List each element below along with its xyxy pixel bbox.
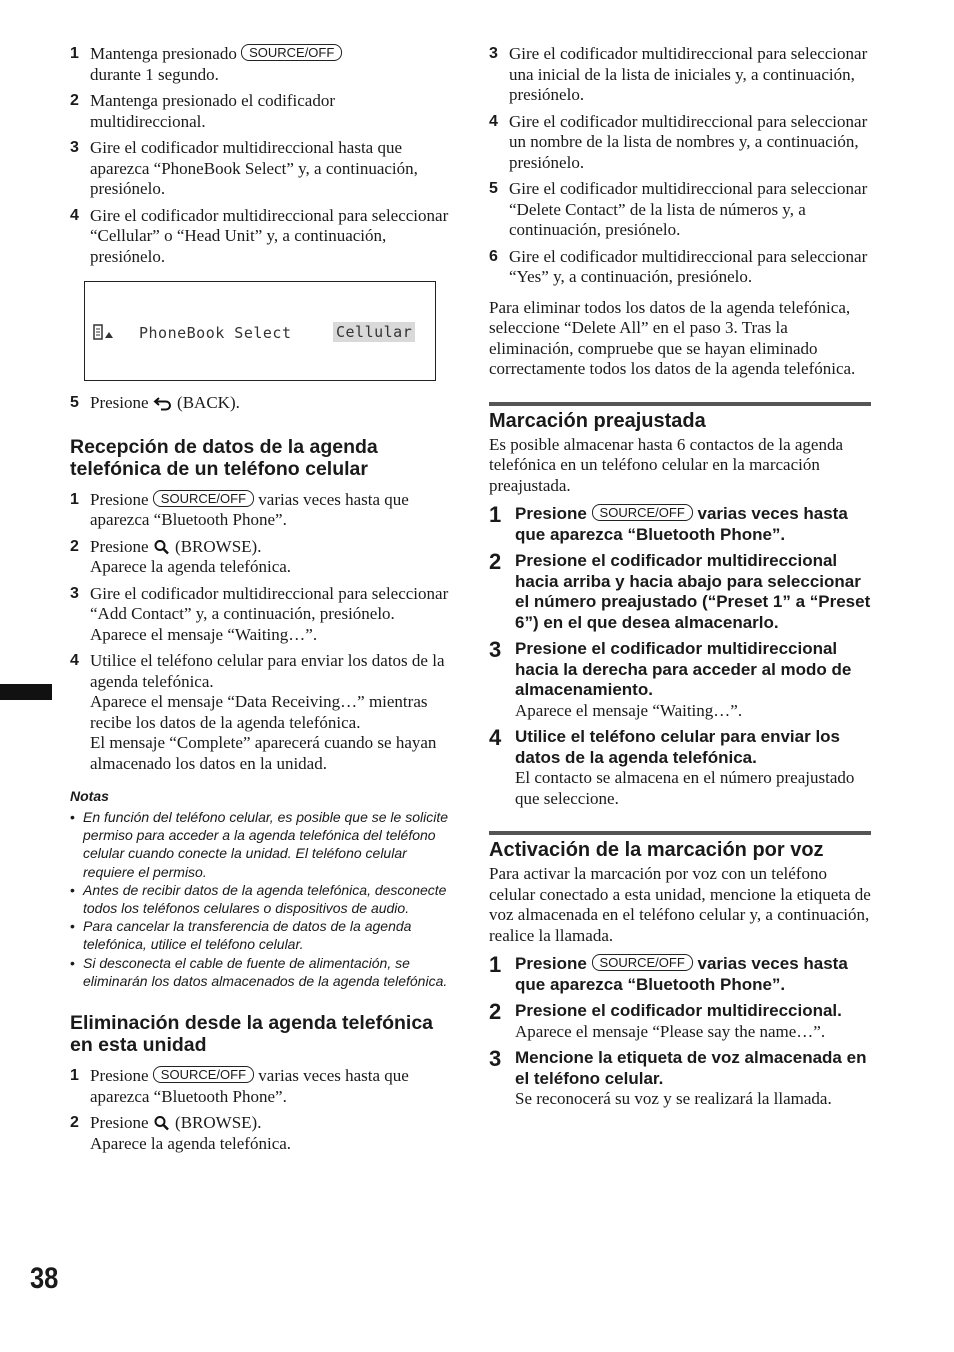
step-number: 3 bbox=[70, 584, 79, 602]
back-icon bbox=[153, 395, 173, 411]
step-text-continued: varias veces hasta que aparezca “Bluetooth Phone”. bbox=[515, 504, 848, 544]
source-off-button-label: SOURCE/OFF bbox=[153, 490, 254, 507]
receive-step-1 bbox=[70, 490, 450, 531]
section-heading-voice: Activación de la marcación por voz bbox=[489, 831, 871, 862]
step-text: Gire el codificador multidireccional para seleccionar un nombre de la lista de nombres y, a continuación, presiónelo. bbox=[509, 111, 868, 172]
step-text-continued: varias veces hasta que aparezca “Bluetooth Phone”. bbox=[90, 1066, 409, 1106]
step-text: Mencione la etiqueta de voz almacenada en el teléfono celular. bbox=[515, 1048, 867, 1088]
step-3 bbox=[70, 138, 450, 200]
note-item: • Si desconecta el cable de fuente de alimentación, se eliminarán los datos almacenados de la agenda telefónica. bbox=[70, 954, 450, 990]
step-number: 1 bbox=[70, 1067, 79, 1085]
step-5-back bbox=[70, 393, 450, 414]
step-number: 3 bbox=[489, 637, 502, 662]
section-heading-preset: Marcación preajustada bbox=[489, 402, 871, 433]
step-number: 2 bbox=[70, 537, 79, 555]
delete-all-paragraph: Para eliminar todos los datos de la agenda telefónica, seleccione “Delete All” en el paso 3. Tras la eliminación, compruebe que se hayan eliminado correctamente todos los datos de la agenda telefónica. bbox=[489, 297, 856, 378]
preset-intro: Es posible almacenar hasta 6 contactos de la agenda telefónica en un teléfono celular en la marcación preajustada. bbox=[489, 434, 844, 495]
step-result: Aparece la agenda telefónica. bbox=[90, 1133, 292, 1153]
step-number: 4 bbox=[489, 725, 502, 750]
left-column bbox=[70, 44, 450, 1160]
voice-step-1 bbox=[489, 954, 871, 995]
voice-intro: Para activar la marcación por voz con un teléfono celular conectado a esta unidad, mencione la etiqueta de voz almacenada en el teléfono celular y, a continuación, realice la llamada. bbox=[489, 864, 871, 945]
step-text: Gire el codificador multidireccional para seleccionar “Delete Contact” de la lista de números y, a continuación, presiónelo. bbox=[509, 179, 868, 239]
display-label: PhoneBook Select bbox=[139, 324, 292, 342]
search-icon bbox=[153, 1115, 171, 1131]
phonebook-icon bbox=[93, 324, 115, 342]
note-item: • Antes de recibir datos de la agenda telefónica, desconecte todos los teléfonos celulares o dispositivos de audio. bbox=[70, 881, 450, 917]
step-number: 5 bbox=[70, 394, 79, 411]
step-number: 1 bbox=[489, 502, 502, 527]
display-value: Cellular bbox=[333, 322, 415, 342]
step-text: Mantenga presionado bbox=[90, 44, 237, 63]
receive-step-3 bbox=[70, 584, 450, 646]
step-2 bbox=[70, 91, 450, 132]
step-5 bbox=[489, 179, 871, 241]
notes-title: Notas bbox=[70, 788, 109, 804]
delete-step-1 bbox=[70, 1066, 450, 1107]
step-text-continued: (BROWSE). bbox=[175, 536, 262, 556]
step-4 bbox=[489, 112, 871, 174]
step-number: 5 bbox=[489, 180, 498, 197]
step-text: Presione bbox=[90, 489, 149, 509]
step-text: Utilice el teléfono celular para enviar los datos de la agenda telefónica. bbox=[515, 727, 841, 767]
section-heading-receive: Recepción de datos de la agenda telefónica de un teléfono celular bbox=[70, 435, 378, 480]
step-text: Gire el codificador multidireccional para seleccionar “Add Contact” y, a continuación, presiónelo. bbox=[90, 583, 449, 623]
step-6 bbox=[489, 247, 871, 288]
preset-step-4 bbox=[489, 727, 871, 809]
step-number: 4 bbox=[70, 652, 79, 669]
step-text: Presione el codificador multidireccional hacia la derecha para acceder al modo de almacenamiento. bbox=[515, 639, 852, 699]
step-text-continued: varias veces hasta que aparezca “Bluetooth Phone”. bbox=[515, 954, 848, 994]
step-text: Presione bbox=[90, 393, 149, 412]
step-text-continued: varias veces hasta que aparezca “Bluetooth Phone”. bbox=[90, 489, 409, 529]
section-heading-delete: Eliminación desde la agenda telefónica en esta unidad bbox=[70, 1012, 434, 1057]
note-item: • En función del teléfono celular, es posible que se le solicite permiso para acceder a la agenda telefónica del teléfono celular cuando conecte la unidad. El teléfono celular requiere el permiso. bbox=[70, 808, 450, 881]
step-text: Mantenga presionado el codificador multidireccional. bbox=[90, 91, 335, 131]
source-off-button-label: SOURCE/OFF bbox=[241, 44, 342, 61]
step-result: Aparece el mensaje “Data Receiving…” mientras recibe los datos de la agenda telefónica. bbox=[90, 692, 428, 732]
step-text-continued: (BACK). bbox=[177, 393, 240, 412]
step-result: Se reconocerá su voz y se realizará la llamada. bbox=[515, 1089, 832, 1108]
step-number: 1 bbox=[70, 490, 79, 508]
note-item: • Para cancelar la transferencia de datos de la agenda telefónica, utilice el teléfono celular. bbox=[70, 917, 450, 953]
step-number: 2 bbox=[70, 1114, 79, 1132]
step-result: Aparece el mensaje “Waiting…”. bbox=[515, 700, 743, 720]
preset-step-3 bbox=[489, 639, 871, 721]
step-4 bbox=[70, 206, 450, 268]
right-column bbox=[489, 44, 871, 1116]
source-off-button-label: SOURCE/OFF bbox=[592, 504, 693, 521]
step-number: 2 bbox=[489, 999, 502, 1024]
step-3 bbox=[489, 44, 871, 106]
step-number: 3 bbox=[489, 45, 498, 62]
receive-step-4 bbox=[70, 651, 450, 774]
receive-step-2 bbox=[70, 537, 450, 578]
step-number: 6 bbox=[489, 247, 498, 265]
step-number: 4 bbox=[489, 112, 498, 130]
step-text: Presione bbox=[90, 1066, 149, 1086]
step-number: 3 bbox=[489, 1046, 502, 1071]
chapter-tab-marker bbox=[0, 684, 52, 700]
preset-step-1 bbox=[489, 504, 871, 545]
step-text: Presione el codificador multidireccional. bbox=[515, 1001, 842, 1020]
step-text: Presione bbox=[515, 504, 587, 523]
step-number: 1 bbox=[70, 45, 79, 62]
source-off-button-label: SOURCE/OFF bbox=[592, 954, 693, 971]
source-off-button-label: SOURCE/OFF bbox=[153, 1066, 254, 1083]
preset-step-2 bbox=[489, 551, 871, 633]
page-number: 38 bbox=[30, 1262, 59, 1295]
step-text: Presione bbox=[90, 1113, 149, 1133]
step-result: Aparece el mensaje “Please say the name…”. bbox=[515, 1021, 826, 1041]
step-1-hold-source bbox=[70, 44, 450, 85]
step-text: Gire el codificador multidireccional para seleccionar una inicial de la lista de iniciales y, a continuación, presiónelo. bbox=[509, 44, 868, 104]
voice-step-2 bbox=[489, 1001, 871, 1042]
step-result: El mensaje “Complete” aparecerá cuando se hayan almacenado los datos en la unidad. bbox=[90, 733, 437, 773]
step-number: 2 bbox=[70, 92, 79, 109]
step-result: Aparece la agenda telefónica. bbox=[90, 557, 292, 576]
step-text: Presione bbox=[90, 536, 149, 556]
step-text: Presione el codificador multidireccional hacia arriba y hacia abajo para seleccionar el número preajustado (“Preset 1” a “Preset 6”) en el que desea almacenarlo. bbox=[515, 551, 871, 632]
step-number: 1 bbox=[489, 952, 502, 977]
step-text: Presione bbox=[515, 954, 587, 973]
step-result: El contacto se almacena en el número preajustado que seleccione. bbox=[515, 768, 855, 808]
display-illustration bbox=[84, 281, 436, 381]
step-text: Gire el codificador multidireccional para seleccionar “Yes” y, a continuación, presiónelo. bbox=[509, 246, 868, 286]
search-icon bbox=[153, 539, 171, 555]
step-text: Utilice el teléfono celular para enviar los datos de la agenda telefónica. bbox=[90, 651, 445, 691]
step-number: 4 bbox=[70, 206, 79, 224]
delete-step-2 bbox=[70, 1113, 450, 1154]
step-text: Gire el codificador multidireccional hasta que aparezca “PhoneBook Select” y, a continuación, presiónelo. bbox=[90, 138, 418, 198]
step-text: Gire el codificador multidireccional para seleccionar “Cellular” o “Head Unit” y, a continuación, presiónelo. bbox=[90, 205, 449, 266]
voice-step-3 bbox=[489, 1048, 871, 1110]
step-text-continued: durante 1 segundo. bbox=[90, 64, 219, 84]
step-number: 3 bbox=[70, 139, 79, 156]
step-result: Aparece el mensaje “Waiting…”. bbox=[90, 624, 318, 644]
step-number: 2 bbox=[489, 549, 502, 574]
step-text-continued: (BROWSE). bbox=[175, 1113, 262, 1133]
notes-box bbox=[70, 788, 450, 990]
